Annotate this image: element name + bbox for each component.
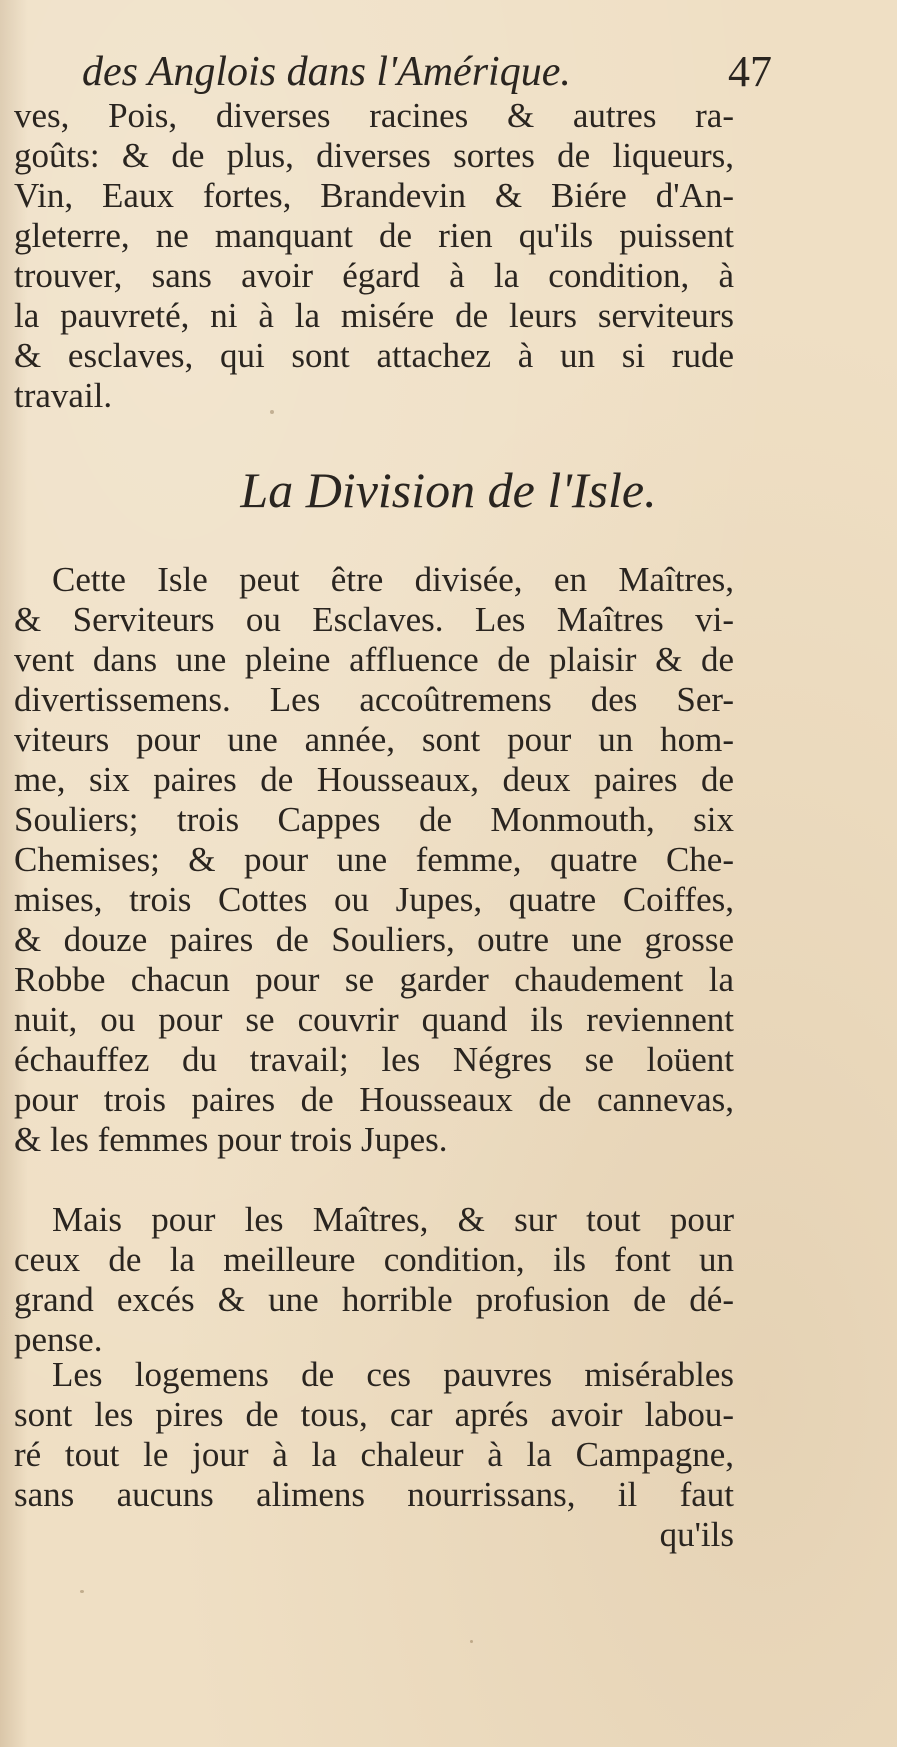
text-line: Souliers; trois Cappes de Monmouth, six [14,800,734,839]
text-line: mises, trois Cottes ou Jupes, quatre Coiffes, [14,880,734,919]
text-line: me, six paires de Housseaux, deux paires de [14,760,734,799]
text-line: Robbe chacun pour se garder chaudement la [14,960,734,999]
text-line: échauffez du travail; les Négres se loüent [14,1040,734,1079]
text-line: sont les pires de tous, car aprés avoir labou- [14,1395,734,1434]
text-line: la pauvreté, ni à la misére de leurs serviteurs [14,296,734,335]
paper-blemish [270,410,274,414]
section-heading: La Division de l'Isle. [240,462,657,518]
text-line: nuit, ou pour se couvrir quand ils reviennent [14,1000,734,1039]
text-line: gleterre, ne manquant de rien qu'ils puissent [14,216,734,255]
text-line: pense. [14,1320,103,1359]
paragraph-2 [14,560,734,1160]
running-header [82,42,772,102]
paragraph-3 [14,1200,734,1360]
page-number: 47 [728,47,772,96]
text-line: & Serviteurs ou Esclaves. Les Maîtres vi- [14,600,734,639]
paragraph-1 [14,96,734,416]
text-line: ves, Pois, diverses racines & autres ra- [14,96,734,135]
running-title: des Anglois dans l'Amérique. [82,49,571,95]
text-line: & les femmes pour trois Jupes. [14,1120,448,1159]
text-line: ré tout le jour à la chaleur à la Campagne, [14,1435,734,1474]
text-line: pour trois paires de Housseaux de cannevas, [14,1080,734,1119]
text-line: Les logemens de ces pauvres misérables [52,1355,734,1394]
text-line: divertissemens. Les accoûtremens des Ser- [14,680,734,719]
text-line: Cette Isle peut être divisée, en Maîtres, [52,560,734,599]
paper-blemish [470,1640,473,1643]
text-line: & esclaves, qui sont attachez à un si rude [14,336,734,375]
paragraph-4 [14,1355,734,1555]
text-line: goûts: & de plus, diverses sortes de liqueurs, [14,136,734,175]
text-line: Vin, Eaux fortes, Brandevin & Biére d'An- [14,176,734,215]
text-line: trouver, sans avoir égard à la condition, à [14,256,734,295]
text-line: grand excés & une horrible profusion de dé- [14,1280,734,1319]
text-line: viteurs pour une année, sont pour un hom- [14,720,734,759]
text-line: Chemises; & pour une femme, quatre Che- [14,840,734,879]
text-line: ceux de la meilleure condition, ils font un [14,1240,734,1279]
text-line: travail. [14,376,113,415]
text-line: sans aucuns alimens nourrissans, il faut [14,1475,734,1514]
catchword: qu'ils [659,1515,734,1554]
text-line: Mais pour les Maîtres, & sur tout pour [52,1200,734,1239]
text-line: vent dans une pleine affluence de plaisir & de [14,640,734,679]
text-line: & douze paires de Souliers, outre une grosse [14,920,734,959]
paper-blemish [80,1590,84,1593]
